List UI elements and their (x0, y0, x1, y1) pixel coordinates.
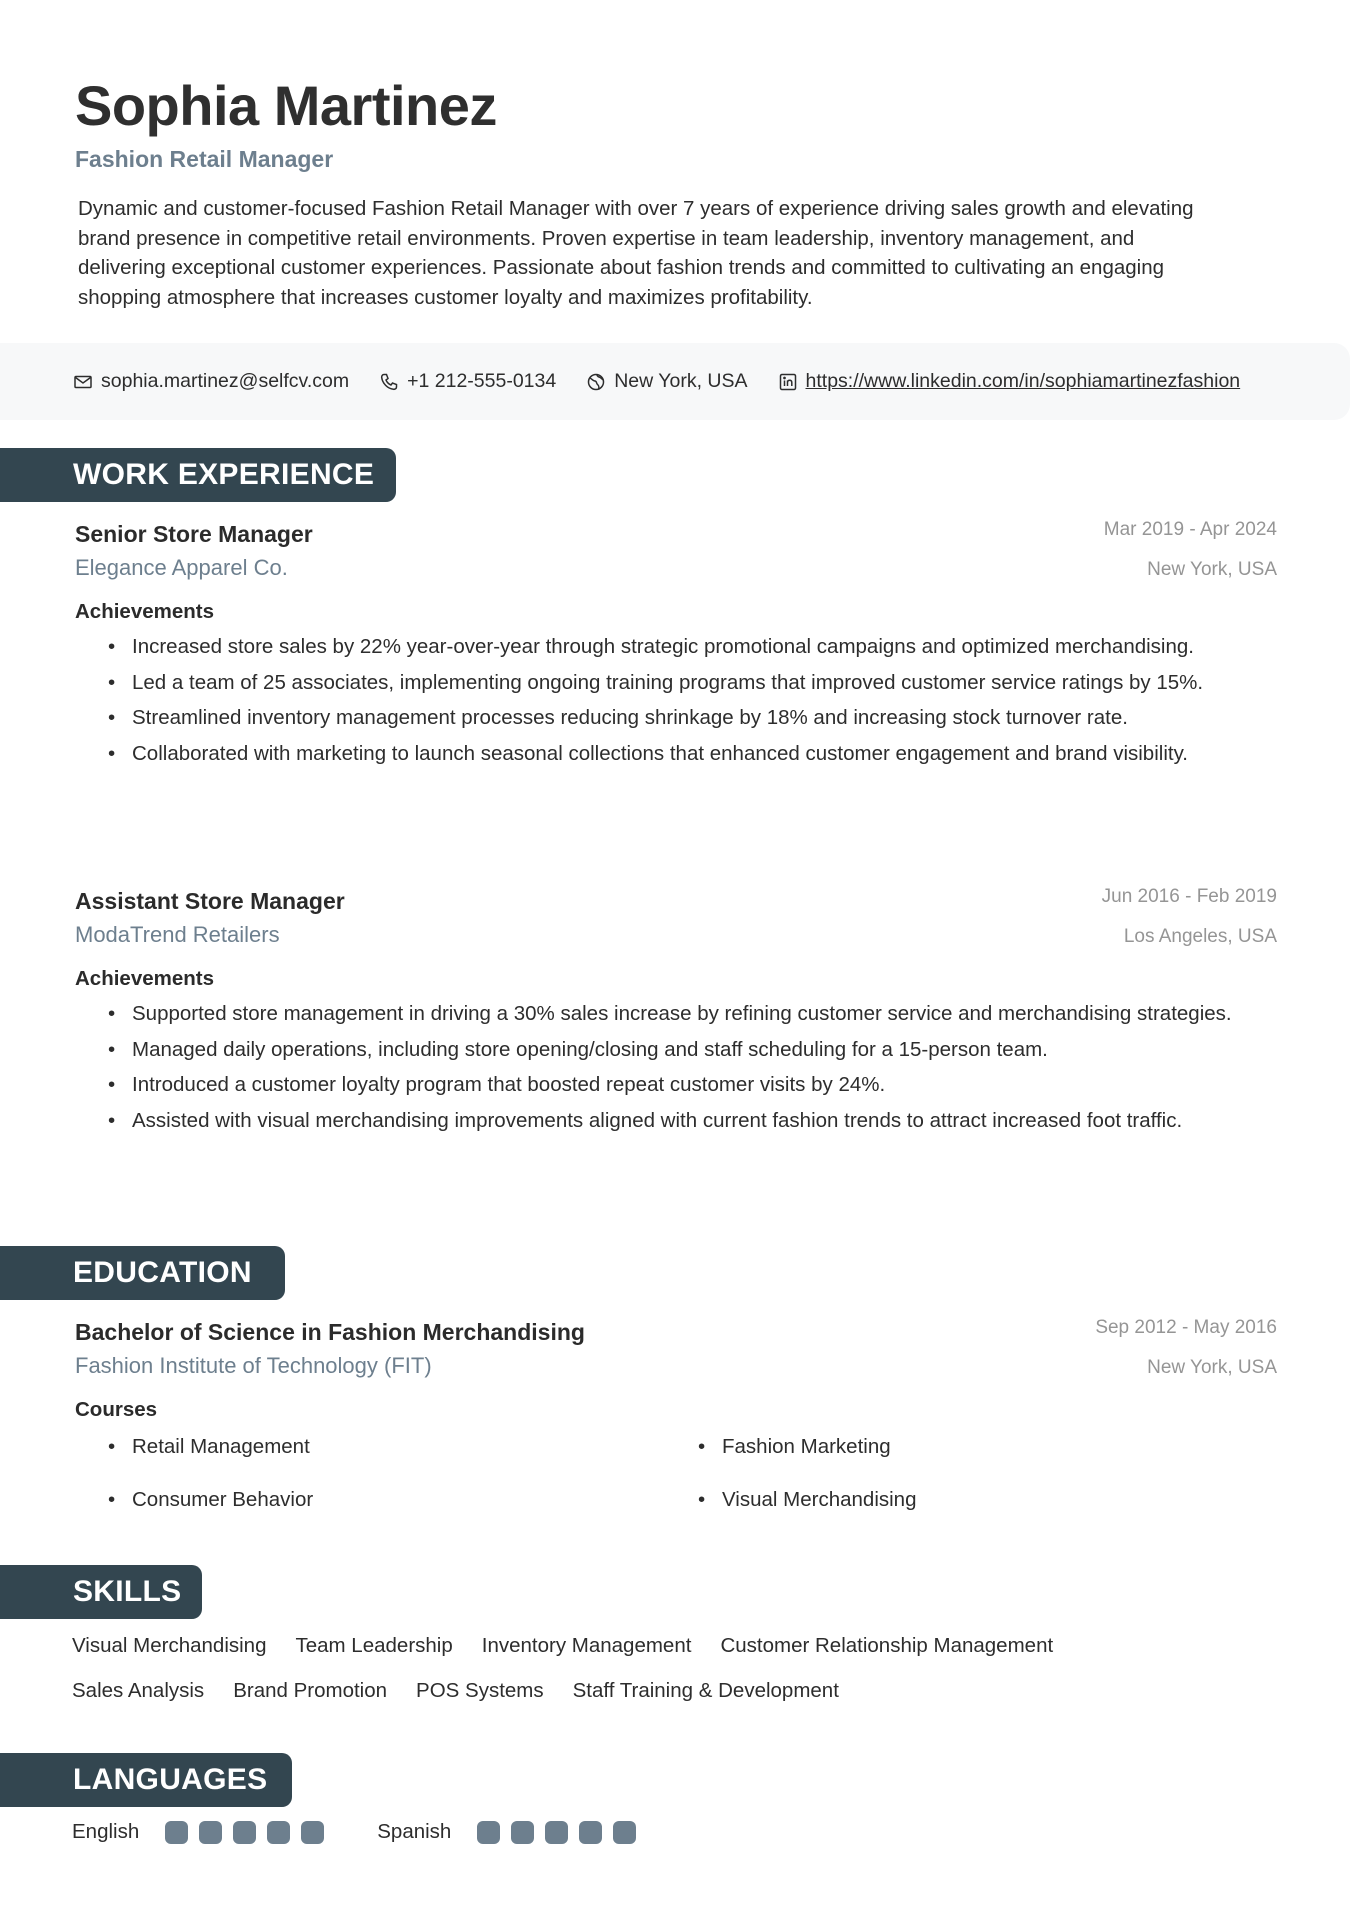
globe-icon (586, 372, 606, 392)
skill-item: Brand Promotion (233, 1679, 388, 1702)
job-dates: Jun 2016 - Feb 2019 (1101, 886, 1277, 907)
contact-phone[interactable] (379, 370, 556, 393)
languages-list (72, 1820, 689, 1844)
work-entry-2 (75, 885, 1277, 1141)
courses-list (75, 1430, 1277, 1517)
language-spanish (377, 1820, 647, 1844)
company-name: Elegance Apparel Co. (75, 555, 288, 580)
phone-icon (379, 372, 399, 392)
list-item: • Streamlined inventory management processes reducing shrinkage by 18% and increasing stock turnover rate. (75, 703, 1277, 733)
linkedin-link[interactable]: https://www.linkedin.com/in/sophiamartinezfashion (805, 370, 1241, 392)
proficiency-dot (301, 1821, 324, 1844)
candidate-title: Fashion Retail Manager (75, 146, 334, 172)
proficiency-dot (477, 1821, 500, 1844)
proficiency-dots (477, 1821, 647, 1844)
proficiency-dot (165, 1821, 188, 1844)
section-work-experience: WORK EXPERIENCE (0, 448, 396, 502)
list-item: • Supported store management in driving a 30% sales increase by refining customer service and merchandising strategies. (75, 999, 1277, 1029)
education-entry (75, 1316, 1277, 1517)
language-name: Spanish (377, 1820, 452, 1843)
skill-item: Sales Analysis (72, 1679, 205, 1702)
job-location: New York, USA (1147, 559, 1277, 580)
education-location: New York, USA (1147, 1357, 1277, 1378)
skill-item: Customer Relationship Management (720, 1634, 1054, 1657)
phone-text: +1 212-555-0134 (407, 370, 557, 392)
section-education: EDUCATION (0, 1246, 285, 1300)
job-dates: Mar 2019 - Apr 2024 (1103, 519, 1277, 540)
proficiency-dot (233, 1821, 256, 1844)
job-location: Los Angeles, USA (1123, 926, 1277, 947)
linkedin-icon (778, 372, 798, 392)
list-item: • Visual Merchandising (665, 1483, 1255, 1517)
company-name: ModaTrend Retailers (75, 922, 280, 947)
achievements-list (75, 632, 1277, 768)
section-languages: LANGUAGES (0, 1753, 292, 1807)
candidate-name: Sophia Martinez (75, 74, 497, 137)
job-title: Assistant Store Manager (75, 888, 345, 914)
section-skills: SKILLS (0, 1565, 202, 1619)
proficiency-dot (613, 1821, 636, 1844)
list-item: • Managed daily operations, including store opening/closing and staff scheduling for a 15-person team. (75, 1035, 1277, 1065)
profile-summary: Dynamic and customer-focused Fashion Retail Manager with over 7 years of experience driving sales growth and elevating brand presence in competitive retail environments. Proven expertise in team leadership, inventory management, and delivering exceptional customer experiences. Passionate about fashion trends and committed to cultivating an engaging shopping atmosphere that increases customer loyalty and maximizes profitability. (78, 197, 1194, 309)
school-name: Fashion Institute of Technology (FIT) (75, 1353, 432, 1378)
list-item: • Fashion Marketing (665, 1430, 1255, 1464)
degree-name: Bachelor of Science in Fashion Merchandising (75, 1319, 585, 1345)
list-item: • Introduced a customer loyalty program that boosted repeat customer visits by 24%. (75, 1070, 1277, 1100)
proficiency-dots (165, 1821, 335, 1844)
contact-bar (0, 343, 1350, 420)
list-item: • Collaborated with marketing to launch seasonal collections that enhanced customer engagement and brand visibility. (75, 739, 1277, 769)
skills-list (72, 1630, 1312, 1706)
proficiency-dot (199, 1821, 222, 1844)
resume-header (0, 0, 1350, 312)
list-item: • Assisted with visual merchandising improvements aligned with current fashion trends to attract increased foot traffic. (75, 1106, 1277, 1136)
education-dates: Sep 2012 - May 2016 (1095, 1317, 1277, 1338)
skill-item: Inventory Management (481, 1634, 692, 1657)
language-name: English (72, 1820, 140, 1843)
contact-location (586, 370, 747, 393)
envelope-icon (73, 372, 93, 392)
language-english (72, 1820, 335, 1844)
work-entry-1 (75, 518, 1277, 774)
achievements-list (75, 999, 1277, 1135)
courses-label: Courses (75, 1398, 158, 1421)
achievements-label: Achievements (75, 967, 215, 990)
list-item: • Consumer Behavior (75, 1483, 665, 1517)
proficiency-dot (579, 1821, 602, 1844)
skill-item: Staff Training & Development (572, 1679, 839, 1702)
contact-linkedin[interactable] (778, 370, 1241, 393)
list-item: • Increased store sales by 22% year-over-year through strategic promotional campaigns and optimized merchandising. (75, 632, 1277, 662)
location-text: New York, USA (614, 370, 748, 392)
skill-item: POS Systems (416, 1679, 544, 1702)
job-title: Senior Store Manager (75, 521, 313, 547)
proficiency-dot (267, 1821, 290, 1844)
proficiency-dot (545, 1821, 568, 1844)
skill-item: Visual Merchandising (72, 1634, 267, 1657)
proficiency-dot (511, 1821, 534, 1844)
list-item: • Led a team of 25 associates, implementing ongoing training programs that improved customer service ratings by 15%. (75, 668, 1277, 698)
skill-item: Team Leadership (295, 1634, 453, 1657)
achievements-label: Achievements (75, 600, 215, 623)
list-item: • Retail Management (75, 1430, 665, 1464)
contact-email[interactable] (73, 370, 349, 393)
email-text: sophia.martinez@selfcv.com (101, 370, 350, 392)
